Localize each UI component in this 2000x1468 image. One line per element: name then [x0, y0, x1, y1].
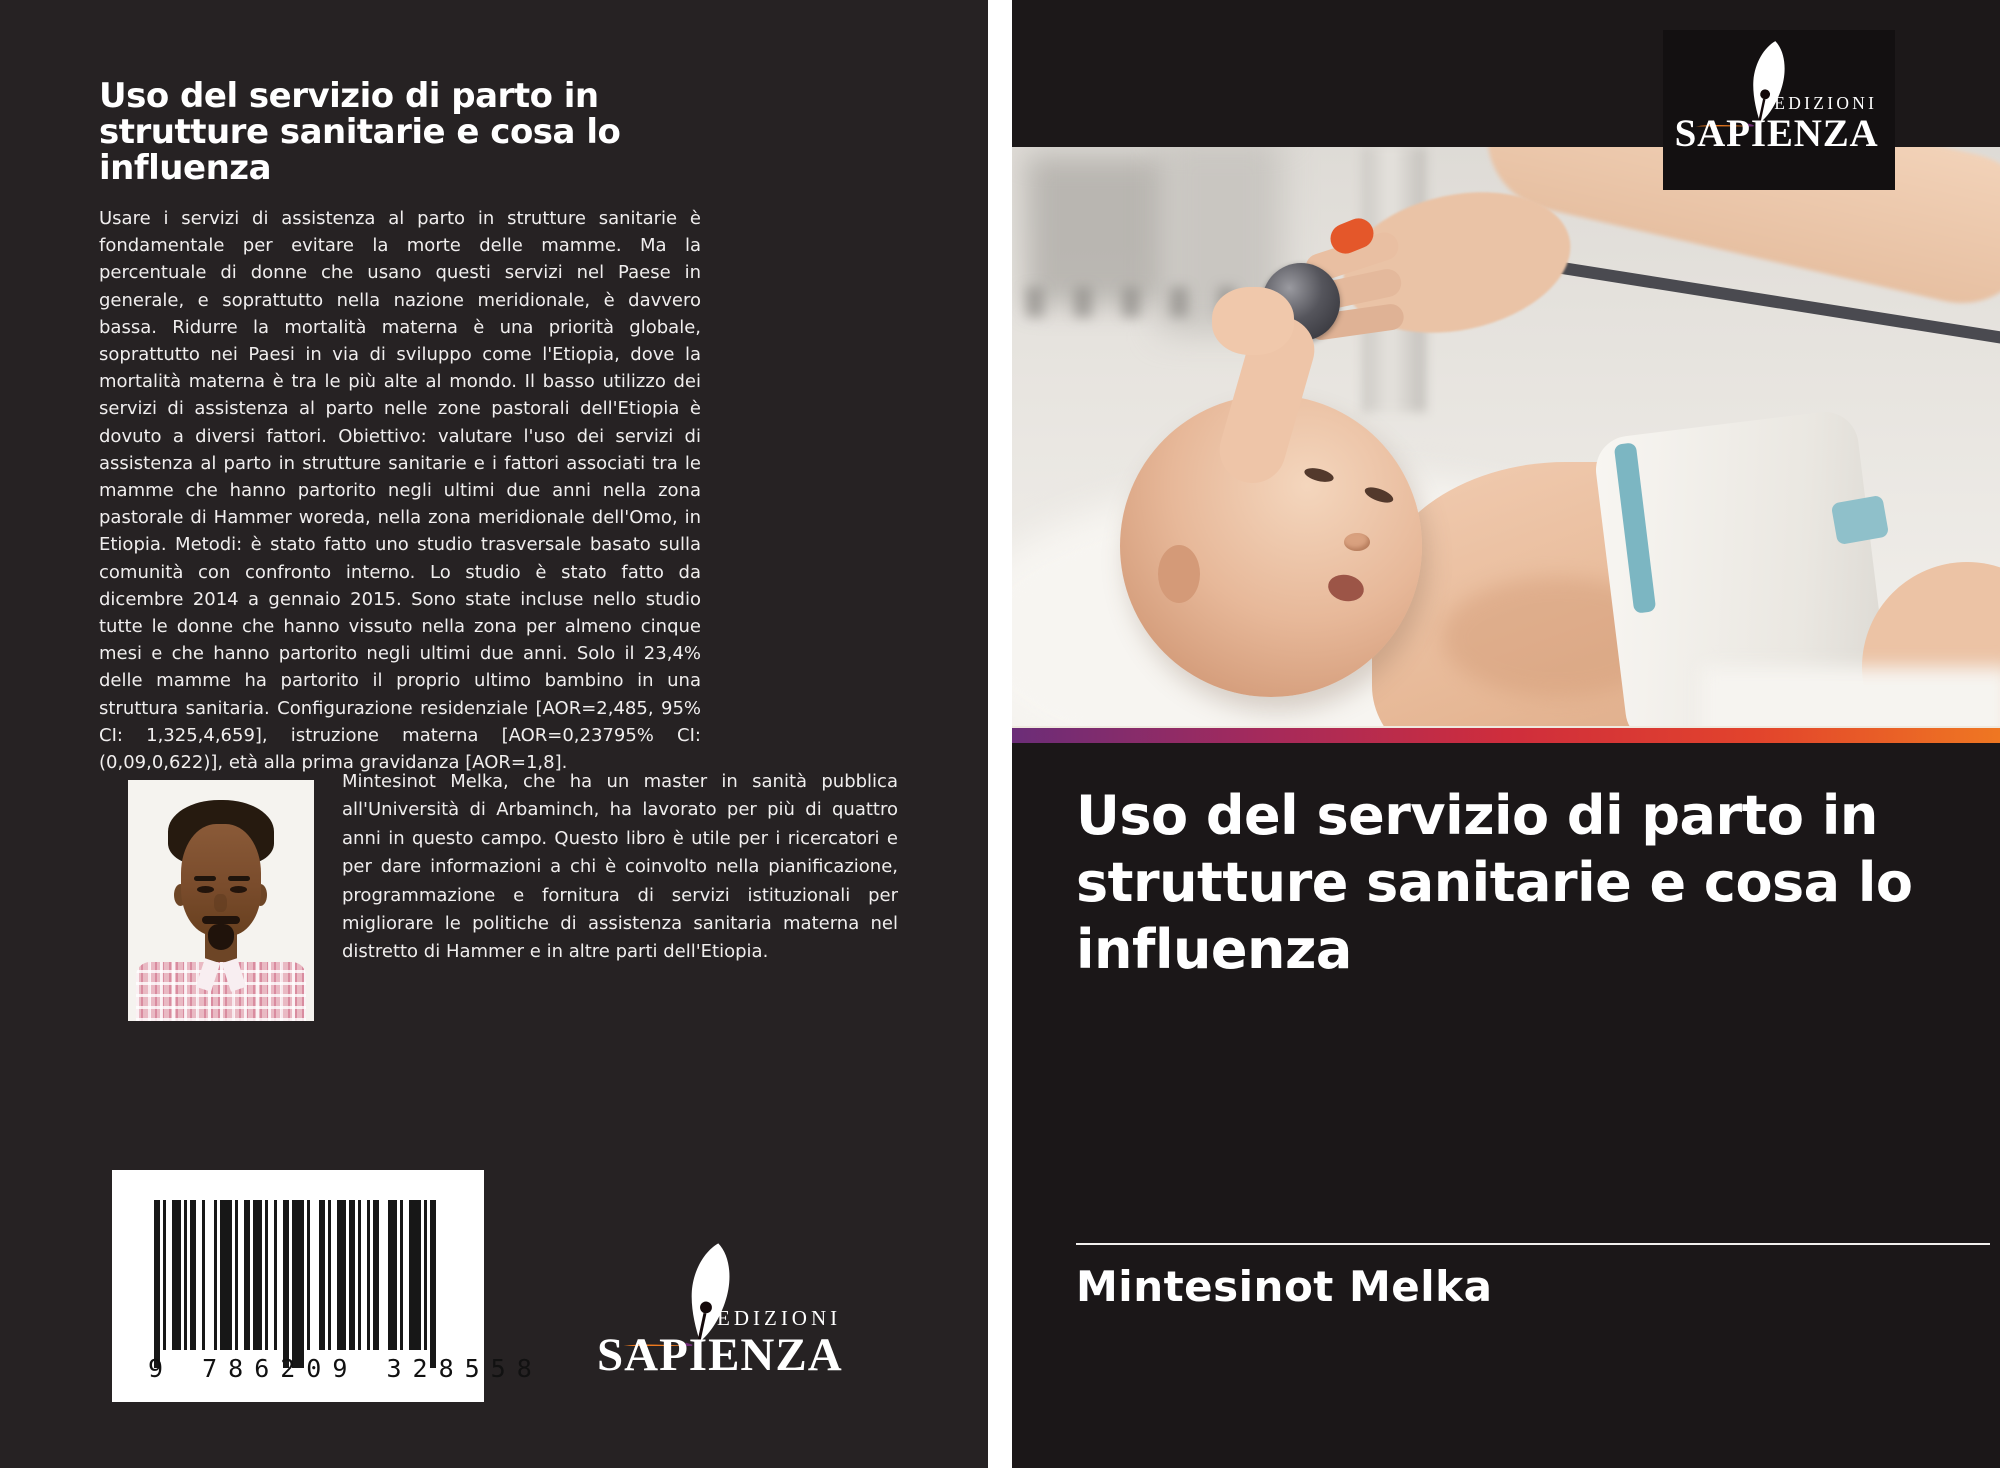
barcode-bar: [349, 1200, 355, 1350]
barcode-bar: [190, 1200, 196, 1350]
accent-gradient-bar: [1012, 726, 2000, 743]
cover-photo-baby-stethoscope: [1012, 147, 2000, 728]
author-goatee: [208, 924, 234, 950]
back-cover: [0, 0, 988, 1468]
author-photo: [128, 780, 314, 1021]
publisher-edizioni-label: EDIZIONI: [1774, 93, 1878, 114]
barcode-bar: [274, 1200, 277, 1350]
barcode-bar: [328, 1200, 331, 1350]
author-rule-line: [1076, 1243, 1990, 1245]
author-plaid-shirt: [136, 962, 306, 1021]
barcode-bar: [388, 1200, 397, 1350]
publisher-logo-box: [1663, 30, 1895, 190]
barcode-bar: [307, 1200, 310, 1350]
barcode-bar: [154, 1200, 160, 1368]
photo-baby-fist: [1212, 287, 1294, 355]
barcode-bar: [214, 1200, 217, 1350]
barcode-bars: [154, 1200, 436, 1350]
publisher-logo-front: [1673, 40, 1893, 166]
author-bio-text: Mintesinot Melka, che ha un master in sanità pubblica all'Università di Arbaminch, ha lavorato per più di quattro anni in questo campo. Questo libro è utile per i ricercatori e per dare informazioni a chi è coinvolto nella pianificazione, programmazione e fornitura di servizi istituzionali per migliorare le politiche di assistenza sanitaria materna nel distretto di Hammer e in altre parti dell'Etiopia.: [342, 771, 898, 963]
author-brow-right: [228, 876, 250, 881]
photo-baby-ear: [1158, 545, 1200, 603]
barcode-bar: [244, 1200, 250, 1350]
barcode-bar: [409, 1200, 421, 1350]
publisher-sapienza-label: SAPIENZA: [1674, 112, 1879, 156]
barcode-bar: [202, 1200, 205, 1350]
barcode-bar: [367, 1200, 370, 1350]
barcode-bar: [424, 1200, 427, 1350]
book-spine: [988, 0, 1012, 1468]
abstract-text: Usare i servizi di assistenza al parto in strutture sanitarie è fondamentale per evitare la morte delle mamme. Ma la percentuale di donne che usano questi servizi nel Paese in generale, e soprattutto nella nazione meridionale, è davvero bassa. Ridurre la mortalità materna è una priorità globale, soprattutto nei Paesi in via di sviluppo come l'Etiopia, dove la mortalità materna è tra le più alte al mondo. Il basso utilizzo dei servizi di assistenza al parto nelle zone pastorali dell'Etiopia è dovuto a diversi fattori. Obiettivo: valutare l'uso dei servizi di assistenza al parto in strutture sanitarie e i fattori associati tra le mamme che hanno partorito negli ultimi due anni nella zona pastorale di Hammer woreda, nella zona meridionale dell'Omo, in Etiopia. Metodi: è stato fatto uno studio trasversale basato sulla comunità con confronto interno. Lo studio è stato fatto da dicembre 2014 a gennaio 2015. Sono state incluse nello studio tutte le donne che hanno vissuto nella zona per almeno cinque mesi e che hanno partorito negli ultimi due anni. Solo il 23,4% delle mamme ha partorito il proprio ultimo bambino in una struttura sanitaria. Configurazione residenziale [AOR=2,485, 95% CI: 1,325,4,659], istruzione materna [AOR=0,23795% CI: (0,09,0,622)], età alla prima gravidanza [AOR=1,8].: [99, 208, 701, 774]
front-author-name: Mintesinot Melka: [1076, 1262, 1493, 1311]
front-cover: [1012, 0, 2000, 1468]
barcode-bar: [373, 1200, 379, 1350]
author-nose: [214, 894, 227, 912]
barcode-bar: [400, 1200, 403, 1350]
barcode-bar: [184, 1200, 187, 1350]
front-cover-title: Uso del servizio di parto in strutture sanitarie e cosa lo influenza: [1076, 784, 1913, 981]
photo-baby-nose: [1344, 533, 1370, 551]
photo-sheet-fold: [1702, 667, 2000, 728]
publisher-logo-back: [595, 1242, 860, 1394]
barcode-bar: [235, 1200, 238, 1350]
author-eye-right: [230, 886, 247, 893]
barcode-bar: [283, 1200, 289, 1368]
barcode-bar: [172, 1200, 181, 1350]
author-mustache: [202, 916, 240, 924]
photo-diaper-teal-tab: [1831, 495, 1890, 545]
barcode: [112, 1170, 543, 1402]
barcode-bar: [220, 1200, 232, 1350]
barcode-bar: [319, 1200, 325, 1350]
photo-equipment-blur: [1026, 155, 1176, 305]
publisher-sapienza-label: SAPIENZA: [597, 1329, 843, 1381]
barcode-bar: [265, 1200, 268, 1350]
barcode-bar: [430, 1200, 436, 1368]
barcode-bar: [358, 1200, 361, 1350]
author-brow-left: [194, 876, 216, 881]
barcode-bar: [337, 1200, 346, 1350]
publisher-edizioni-label: EDIZIONI: [717, 1306, 842, 1330]
barcode-digits: 9 786209 328558: [148, 1354, 543, 1383]
barcode-bar: [253, 1200, 262, 1350]
back-cover-title: Uso del servizio di parto in strutture sanitarie e cosa lo influenza: [99, 76, 621, 188]
barcode-bar: [292, 1200, 304, 1368]
barcode-bar: [163, 1200, 166, 1350]
author-eye-left: [197, 886, 214, 893]
